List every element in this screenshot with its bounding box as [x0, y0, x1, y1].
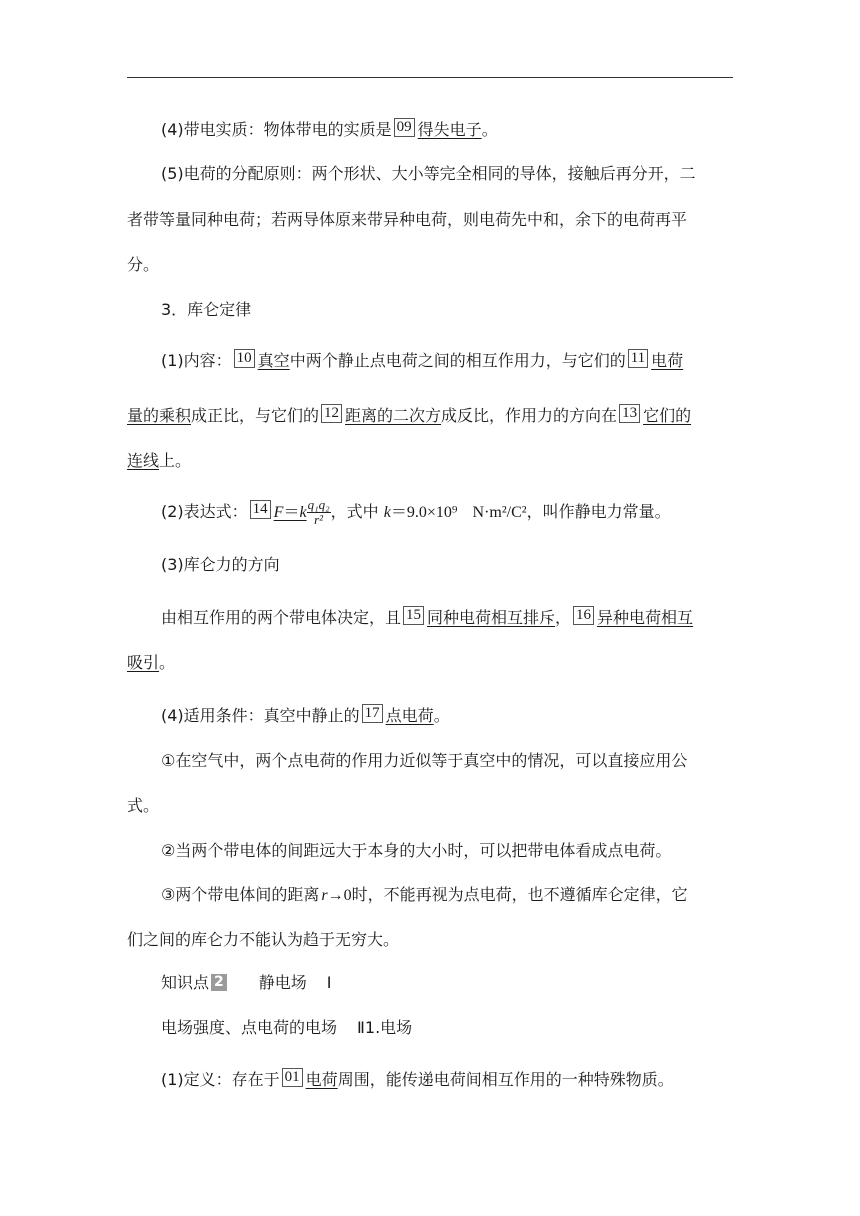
- knowledge-point-heading: [127, 972, 737, 995]
- text: ，叫作静电力常量。: [526, 502, 671, 521]
- answer-number-box: 13: [619, 404, 640, 423]
- paragraph-distribution-line2: [127, 209, 737, 231]
- text: 周围，能传递电荷间相互作用的一种特殊物质。: [337, 1070, 674, 1089]
- paragraph-distribution-line3: [127, 254, 737, 276]
- answer-number-box: 15: [403, 606, 424, 625]
- note-3-line1: [127, 884, 737, 907]
- answer-underlined: 真空: [257, 351, 290, 370]
- text: (3)库仑力的方向: [161, 555, 280, 574]
- variable-r: r: [321, 887, 328, 904]
- answer-underlined: 吸引: [127, 653, 160, 672]
- text: 由相互作用的两个带电体决定，且: [161, 608, 402, 627]
- answer-underlined: 得失电子: [417, 120, 482, 139]
- coulomb-formula: [274, 498, 331, 528]
- text: (4)适用条件：真空中静止的: [161, 706, 360, 725]
- constant-k: k: [383, 504, 391, 521]
- text: (2)表达式：: [161, 502, 248, 521]
- text: 成正比，与它们的: [191, 406, 320, 425]
- paragraph-content-line3: [127, 450, 737, 472]
- text: 成反比，作用力的方向在: [441, 406, 618, 425]
- paragraph-direction-title: [127, 554, 737, 576]
- text: 知识点: [161, 973, 210, 992]
- answer-number-box: 01: [282, 1068, 303, 1087]
- knowledge-point-badge: 2: [211, 974, 227, 991]
- answer-underlined: 量的乘积: [127, 406, 192, 425]
- note-1-line1: [127, 750, 737, 772]
- paragraph-content-line2: [127, 404, 737, 427]
- text: 们之间的库仑力不能认为趋于无穷大。: [127, 930, 400, 949]
- answer-number-box: 09: [394, 118, 415, 137]
- constant-value: ＝9.0×10⁹: [390, 504, 458, 521]
- text: (5)电荷的分配原则：两个形状、大小等完全相同的导体，接触后再分开，二: [161, 164, 696, 183]
- paragraph-distribution-line1: [127, 163, 733, 185]
- note-2: [127, 840, 737, 862]
- header-rule: [127, 77, 733, 78]
- text: 1.电场: [364, 1018, 413, 1037]
- level-marker: Ⅱ: [357, 1020, 365, 1037]
- constant-unit: N·m²/C²: [472, 504, 527, 521]
- text: ②当两个带电体的间距远大于本身的大小时，可以把带电体看成点电荷。: [161, 841, 672, 860]
- answer-number-box: 14: [250, 500, 271, 519]
- answer-underlined: 电荷: [651, 351, 684, 370]
- paragraph-expression: [127, 497, 737, 528]
- answer-underlined: 距离的二次方: [345, 406, 442, 425]
- answer-number-box: 12: [321, 404, 342, 423]
- answer-number-box: 10: [234, 349, 255, 368]
- text: (1)内容：: [161, 351, 232, 370]
- answer-number-box: 16: [573, 606, 594, 625]
- note-1-line2: [127, 795, 737, 817]
- paragraph-condition: [127, 704, 737, 727]
- paragraph-direction-line1: [127, 606, 737, 629]
- text: 中两个静止点电荷之间的相互作用力，与它们的: [289, 351, 626, 370]
- text: (4)带电实质：物体带电的实质是: [161, 120, 392, 139]
- formula-fraction: [307, 498, 331, 527]
- formula-eq: ＝: [283, 503, 300, 521]
- answer-underlined: 电荷: [305, 1070, 338, 1089]
- answer-underlined: 异种电荷相互: [597, 608, 694, 627]
- section-title-coulomb: [127, 299, 737, 321]
- answer-underlined: 它们的: [643, 406, 692, 425]
- fraction-denominator: r²: [314, 512, 324, 528]
- text: 。: [481, 120, 498, 139]
- text: 上。: [159, 451, 192, 470]
- text: 式。: [127, 796, 160, 815]
- text: 时，不能再视为点电荷，也不遵循库仑定律，它: [351, 885, 688, 904]
- text: ③两个带电体间的距离: [161, 885, 320, 904]
- paragraph-direction-line2: [127, 652, 737, 674]
- text: 电场强度、点电荷的电场: [161, 1018, 338, 1037]
- subheading-field: [127, 1017, 737, 1040]
- level-marker: Ⅰ: [326, 975, 332, 992]
- answer-underlined: 点电荷: [385, 706, 434, 725]
- text: 。: [159, 653, 176, 672]
- paragraph-charge-essence: [127, 118, 737, 141]
- text: 分。: [127, 255, 160, 274]
- text: ①在空气中，两个点电荷的作用力近似等于真空中的情况，可以直接应用公: [161, 751, 688, 770]
- paragraph-content-line1: [127, 349, 737, 372]
- text: ，: [555, 608, 572, 627]
- text: ，式中: [330, 502, 379, 521]
- knowledge-point-title: 静电场: [258, 973, 307, 992]
- answer-number-box: 11: [628, 349, 648, 368]
- note-3-line2: [127, 929, 737, 951]
- fraction-numerator: q₁q₂: [307, 497, 330, 513]
- formula-F: F: [273, 503, 284, 521]
- limit-arrow: →0: [327, 887, 352, 904]
- answer-number-box: 17: [362, 704, 383, 723]
- text: (1)定义：存在于: [161, 1070, 280, 1089]
- answer-underlined: 同种电荷相互排斥: [427, 608, 556, 627]
- answer-underlined: 连线: [127, 451, 160, 470]
- paragraph-definition: [127, 1068, 737, 1091]
- text: 。: [433, 706, 450, 725]
- formula-k: k: [299, 503, 307, 521]
- section-title: 3．库仑定律: [161, 300, 252, 319]
- text: 者带等量同种电荷；若两导体原来带异种电荷，则电荷先中和，余下的电荷再平: [127, 210, 688, 229]
